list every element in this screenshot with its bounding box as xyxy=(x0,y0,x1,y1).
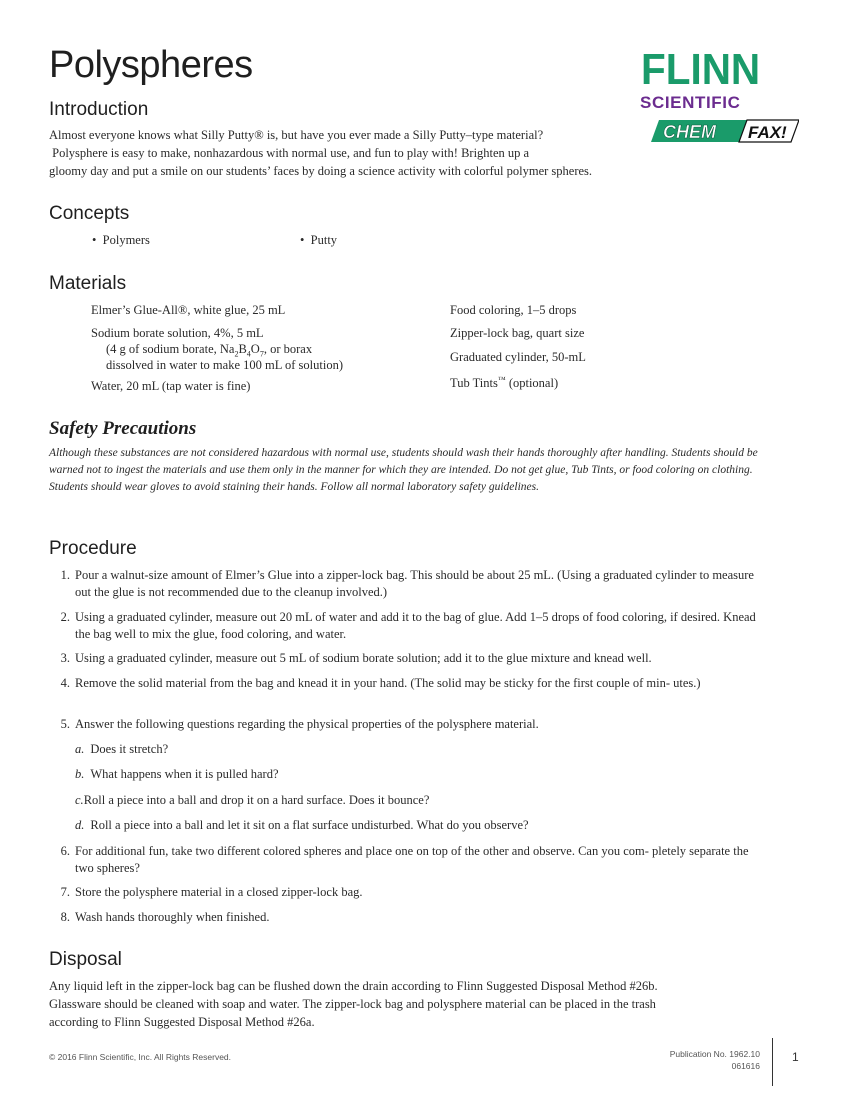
materials-heading: Materials xyxy=(49,273,127,294)
material-borate: Sodium borate solution, 4%, 5 mL xyxy=(91,326,264,340)
procedure-heading: Procedure xyxy=(49,538,137,559)
logo-chem-text: CHEM xyxy=(663,122,716,142)
logo-flinn-text: FLINN xyxy=(641,45,761,94)
intro-line-3: gloomy day and put a smile on our students’ faces by doing a science activity with colorful polymer spheres. xyxy=(49,164,593,178)
footer-copyright: © 2016 Flinn Scientific, Inc. All Rights Reserved. xyxy=(49,1052,232,1062)
footer-divider xyxy=(772,1038,773,1086)
procedure-substep: c.Roll a piece into a ball and drop it on a hard surface. Does it bounce? xyxy=(75,793,430,807)
disposal-line-3: according to Flinn Suggested Disposal Method #26a. xyxy=(49,1015,315,1029)
logo-scientific-text: SCIENTIFIC xyxy=(640,93,741,112)
disposal-line-1: Any liquid left in the zipper-lock bag can be flushed down the drain according to Flinn Suggested Disposal Method #26b. xyxy=(49,979,658,993)
procedure-substep: b. What happens when it is pulled hard? xyxy=(75,767,279,781)
safety-heading: Safety Precautions xyxy=(49,418,197,439)
material-water: Water, 20 mL (tap water is fine) xyxy=(91,379,251,393)
intro-line-1: Almost everyone knows what Silly Putty® is, but have you ever made a Silly Putty–type material? xyxy=(49,128,544,142)
material-food-coloring: Food coloring, 1–5 drops xyxy=(450,303,577,317)
material-tub-tints: Tub Tints™ (optional) xyxy=(450,375,559,391)
disposal-line-2: Glassware should be cleaned with soap and water. The zipper-lock bag and polysphere material can be placed in the trash xyxy=(49,997,656,1011)
safety-text: Although these substances are not considered hazardous with normal use, students should wash their hands thoroughly after handling. Students should be warned not to ingest the materials and use them only in the manner for which they are intended. Do not get glue, Tub Tints, or food coloring on clothing. Students should wear gloves to avoid staining their hands. Follow all normal laboratory safety guidelines. xyxy=(49,447,758,493)
concept-item: • Putty xyxy=(300,233,338,247)
material-graduated-cylinder: Graduated cylinder, 50-mL xyxy=(450,350,586,364)
concept-putty: Putty xyxy=(310,233,338,247)
introduction-heading: Introduction xyxy=(49,99,149,120)
material-glue: Elmer’s Glue-All®, white glue, 25 mL xyxy=(91,303,286,317)
chemfax-band xyxy=(651,118,799,144)
material-borate-note-2: dissolved in water to make 100 mL of solution) xyxy=(106,358,343,372)
disposal-heading: Disposal xyxy=(49,949,122,970)
material-borate-note: (4 g of sodium borate, $Na_2B_4O_7$, or borax xyxy=(106,342,313,359)
concept-polymers: Polymers xyxy=(102,233,150,247)
procedure-substep: a. Does it stretch? xyxy=(75,742,169,756)
logo-fax-text: FAX! xyxy=(748,123,787,142)
material-zipper-bag: Zipper-lock bag, quart size xyxy=(450,326,585,340)
flinn-chemfax-logo xyxy=(637,45,803,152)
concept-item: • Polymers xyxy=(92,233,150,247)
page-number: 1 xyxy=(792,1050,799,1064)
footer-code: 061616 xyxy=(731,1061,760,1071)
intro-line-2: Polysphere is easy to make, nonhazardous with normal use, and fun to play with! Brighten up a xyxy=(49,146,530,160)
page-title: Polyspheres xyxy=(49,44,253,86)
concepts-heading: Concepts xyxy=(49,203,130,224)
procedure-substep: d. Roll a piece into a ball and let it sit on a flat surface undisturbed. What do you observe? xyxy=(75,818,529,832)
footer-publication: Publication No. 1962.10 xyxy=(669,1049,760,1059)
